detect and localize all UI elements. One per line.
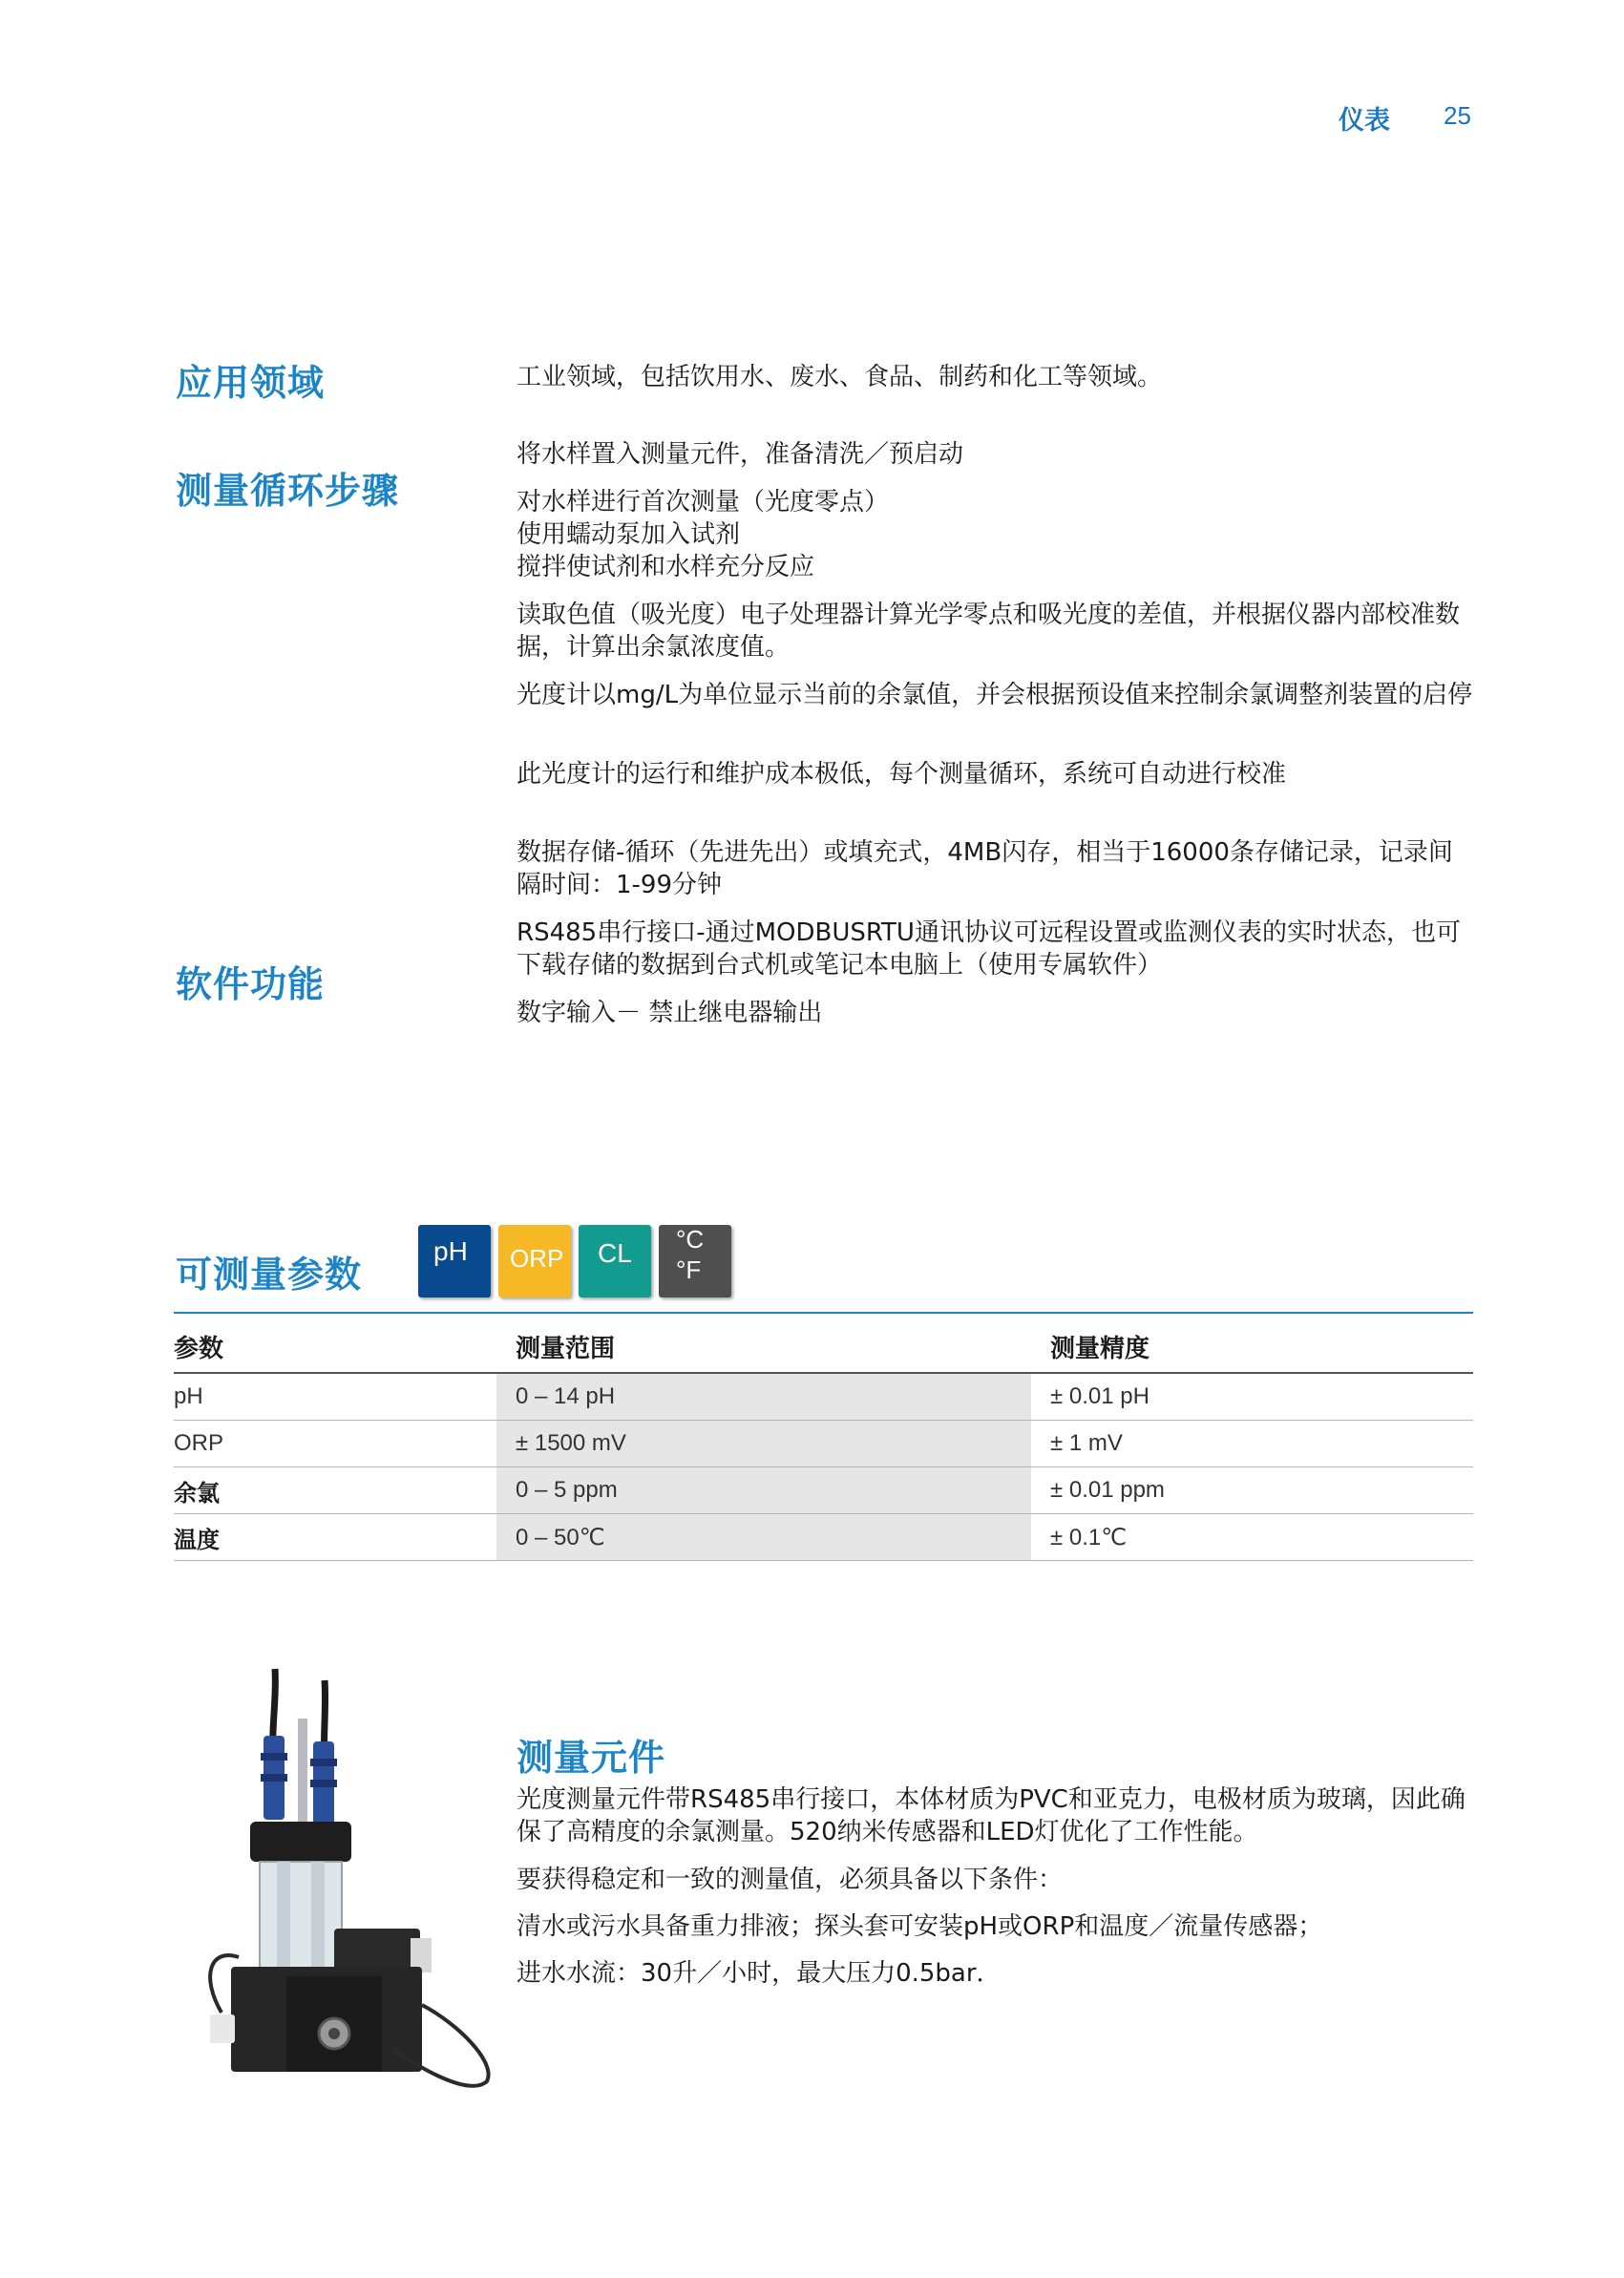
header-title: 仪表 [1339, 106, 1390, 136]
element-paragraph: 清水或污水具备重力排液；探头套可安装pH或ORP和温度／流量传感器； [517, 1912, 1323, 1941]
range-cell: ± 1500 mV [496, 1421, 1031, 1467]
table-header-row [174, 1320, 1473, 1373]
measurement-cell-photo [172, 1661, 516, 2100]
parameter-cell: pH [174, 1373, 496, 1421]
element-paragraph: 进水水流：30升／小时，最大压力0.5bar． [517, 1959, 1002, 1988]
column-header: 测量范围 [496, 1320, 1031, 1373]
element-paragraph: 要获得稳定和一致的测量值，必须具备以下条件： [517, 1866, 1064, 1894]
fahrenheit-label: °F [676, 1255, 702, 1284]
accuracy-cell: ± 0.01 ppm [1031, 1467, 1473, 1514]
section-title-application: 应用领域 [176, 362, 326, 404]
software-item: 数据存储-循环（先进先出）或填充式，4MB闪存，相当于16000条存储记录，记录间隔时间：1-99分钟 [517, 838, 1453, 899]
parameter-cell: 温度 [174, 1514, 496, 1561]
cl-badge-label: CL [598, 1238, 632, 1268]
parameter-badges [418, 1225, 733, 1301]
column-header: 参数 [174, 1320, 496, 1373]
celsius-label: °C [676, 1225, 705, 1254]
accuracy-cell: ± 1 mV [1031, 1421, 1473, 1467]
parameters-table [174, 1320, 1473, 1561]
table-row [174, 1514, 1473, 1561]
accuracy-cell: ± 0.1℃ [1031, 1514, 1473, 1561]
range-cell: 0 – 50℃ [496, 1514, 1031, 1561]
software-item: 数字输入－ 禁止继电器输出 [517, 999, 823, 1027]
page-number: 25 [1444, 101, 1471, 130]
software-item: RS485串行接口-通过MODBUSRTU通讯协议可远程设置或监测仪表的实时状态，也可下载存储的数据到台式机或笔记本电脑上（使用专属软件） [517, 918, 1461, 980]
range-cell: 0 – 14 pH [496, 1373, 1031, 1421]
table-row [174, 1467, 1473, 1514]
ph-badge [418, 1225, 491, 1297]
element-paragraph: 光度测量元件带RS485串行接口，本体材质为PVC和亚克力，电极材质为玻璃，因此确保了高精度的余氯测量。520纳米传感器和LED灯优化了工作性能。 [517, 1785, 1466, 1846]
section-title-software: 软件功能 [176, 963, 326, 1005]
parameter-cell: ORP [174, 1421, 496, 1467]
ph-badge-label: pH [433, 1236, 468, 1266]
range-cell: 0 – 5 ppm [496, 1467, 1031, 1514]
cycle-step: 将水样置入测量元件，准备清洗／预启动 [517, 440, 964, 469]
section-title-cycle: 测量循环步骤 [176, 470, 400, 512]
application-text: 工业领域，包括饮用水、废水、食品、制药和化工等领域。 [517, 363, 1163, 391]
cycle-step: 对水样进行首次测量（光度零点） 使用蠕动泵加入试剂 搅拌使试剂和水样充分反应 [517, 488, 890, 581]
accuracy-cell: ± 0.01 pH [1031, 1373, 1473, 1421]
parameter-cell: 余氯 [174, 1467, 496, 1514]
section-title-element: 测量元件 [517, 1737, 666, 1779]
temperature-badge [659, 1225, 731, 1297]
cycle-step: 光度计以mg/L为单位显示当前的余氯值，并会根据预设值来控制余氯调整剂装置的启停 [517, 681, 1473, 709]
cycle-step: 此光度计的运行和维护成本极低，每个测量循环，系统可自动进行校准 [517, 760, 1287, 789]
orp-badge-label: ORP [510, 1244, 564, 1273]
table-row [174, 1421, 1473, 1467]
orp-badge [498, 1225, 571, 1297]
section-title-parameters: 可测量参数 [176, 1254, 363, 1296]
cl-badge [579, 1225, 651, 1297]
section-divider [174, 1312, 1473, 1314]
cycle-step: 读取色值（吸光度）电子处理器计算光学零点和吸光度的差值，并根据仪器内部校准数据，计算出余氯浓度值。 [517, 601, 1461, 662]
column-header: 测量精度 [1031, 1320, 1473, 1373]
table-row [174, 1373, 1473, 1421]
